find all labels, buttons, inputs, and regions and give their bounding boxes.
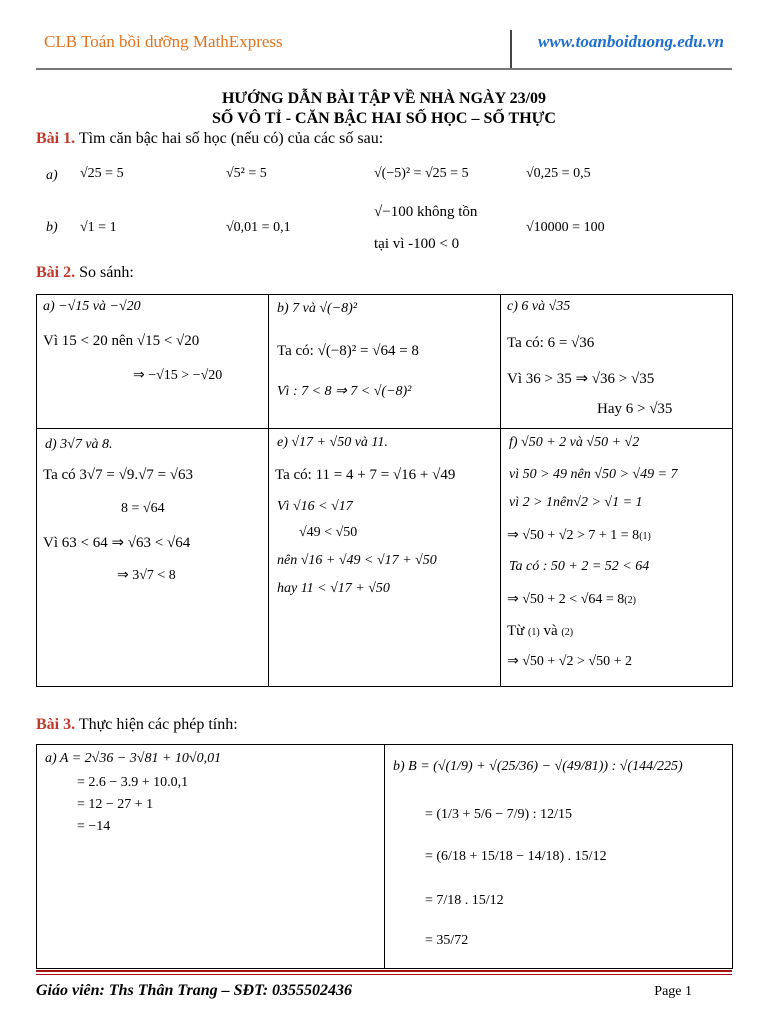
bai3-label: Bài 3. — [36, 716, 76, 733]
bai2-d-line1: d) 3√7 và 8. — [45, 437, 113, 452]
bai2-f-line7 — [507, 623, 573, 640]
page-footer — [36, 970, 732, 1010]
bai2-f-line7-ref1: (1) — [528, 627, 540, 638]
bai3-cell-b — [385, 745, 733, 969]
bai2-f-line6-note: (2) — [624, 595, 636, 606]
doc-title-line1: HƯỚNG DẪN BÀI TẬP VỀ NHÀ NGÀY 23/09 — [221, 90, 547, 107]
bai3-text: Thực hiện các phép tính: — [75, 716, 238, 733]
bai3-heading — [36, 716, 238, 734]
bai1-a-label: a) — [46, 168, 58, 183]
bai2-f-line2: vì 50 > 49 nên √50 > √49 = 7 — [509, 467, 678, 482]
footer-rule-thin — [36, 974, 732, 975]
bai1-b3-line1: √−100 không tồn — [374, 204, 478, 220]
bai2-d-line4: Vì 63 < 64 ⇒ √63 < √64 — [43, 535, 191, 551]
bai2-a-line3: ⇒ −√15 > −√20 — [133, 368, 223, 383]
bai2-cell-b — [269, 295, 501, 429]
bai2-a-line1: a) −√15 và −√20 — [43, 299, 141, 314]
bai1-heading — [36, 130, 383, 148]
bai2-e-line3: Vì √16 < √17 — [277, 499, 353, 514]
bai2-label: Bài 2. — [36, 264, 76, 281]
bai3-b-line5: = 35/72 — [425, 933, 469, 948]
bai1-b2: √0,01 = 0,1 — [226, 220, 291, 235]
bai2-cell-c — [501, 295, 733, 429]
bai2-e-line5: nên √16 + √49 < √17 + √50 — [277, 553, 437, 568]
bai1-b1: √1 = 1 — [80, 220, 117, 235]
bai3-b-line4: = 7/18 . 15/12 — [425, 893, 504, 908]
footer-rule-thick — [36, 970, 732, 972]
club-name: CLB Toán bồi dưỡng MathExpress — [44, 32, 283, 51]
bai1-a2: √5² = 5 — [226, 166, 267, 181]
bai2-d-line5: ⇒ 3√7 < 8 — [117, 568, 176, 583]
bai2-c-line3: Vì 36 > 35 ⇒ √36 > √35 — [507, 371, 655, 387]
bai2-b-line3: Vì : 7 < 8 ⇒ 7 < √(−8)² — [277, 384, 412, 399]
bai2-f-line8: ⇒ √50 + √2 > √50 + 2 — [507, 654, 632, 669]
bai2-f-line6-expr: ⇒ √50 + 2 < √64 = 8 — [507, 592, 625, 607]
bai2-e-line6: hay 11 < √17 + √50 — [277, 581, 390, 596]
bai3-b-line2: = (1/3 + 5/6 − 7/9) : 12/15 — [425, 807, 572, 822]
bai2-f-line5: Ta có : 50 + 2 = 52 < 64 — [509, 559, 650, 574]
bai2-b-line1: b) 7 và √(−8)² — [277, 301, 358, 316]
bai2-cell-d — [37, 429, 269, 687]
bai2-e-line4: √49 < √50 — [299, 525, 358, 540]
bai3-a-line1: a) A = 2√36 − 3√81 + 10√0,01 — [45, 751, 222, 766]
doc-title-line2: SỐ VÔ TỈ - CĂN BẬC HAI SỐ HỌC – SỐ THỰC — [212, 110, 556, 127]
bai2-table — [36, 294, 733, 687]
page-header — [36, 30, 732, 70]
bai2-f-line6 — [507, 591, 636, 608]
bai2-f-line7-va: và — [539, 623, 562, 639]
bai2-cell-a — [37, 295, 269, 429]
bai2-f-line4-expr: ⇒ √50 + √2 > 7 + 1 = 8 — [507, 528, 640, 543]
page-number: Page 1 — [654, 984, 692, 999]
bai2-f-line1: f) √50 + 2 và √50 + √2 — [509, 435, 640, 450]
bai2-d-line2: Ta có 3√7 = √9.√7 = √63 — [43, 467, 194, 483]
bai2-f-line7-tu: Từ — [507, 623, 525, 639]
bai1-b-label: b) — [46, 220, 58, 235]
bai2-f-line4-note: (1) — [639, 531, 651, 542]
header-rule — [36, 68, 732, 70]
bai2-f-line7-ref2: (2) — [561, 627, 574, 638]
bai2-f-line4 — [507, 527, 651, 544]
bai1-a4: √0,25 = 0,5 — [526, 166, 591, 181]
bai3-a-line4: = −14 — [77, 819, 111, 834]
bai3-table — [36, 744, 733, 969]
bai1-text: Tìm căn bậc hai số học (nếu có) của các số sau: — [75, 130, 384, 147]
header-separator — [510, 30, 512, 68]
bai2-heading — [36, 264, 134, 282]
bai2-cell-e — [269, 429, 501, 687]
bai1-a3: √(−5)² = √25 = 5 — [374, 166, 469, 181]
bai2-b-line2: Ta có: √(−8)² = √64 = 8 — [277, 343, 419, 359]
bai2-d-line3: 8 = √64 — [121, 501, 165, 516]
bai1-b4: √10000 = 100 — [526, 220, 605, 235]
website-link[interactable]: www.toanboiduong.edu.vn — [538, 32, 724, 51]
bai3-a-line3: = 12 − 27 + 1 — [77, 797, 154, 812]
bai1-a1: √25 = 5 — [80, 166, 124, 181]
bai2-c-line2: Ta có: 6 = √36 — [507, 335, 595, 351]
bai2-c-line1: c) 6 và √35 — [507, 299, 571, 314]
bai2-c-line4: Hay 6 > √35 — [597, 401, 673, 417]
bai3-b-line3: = (6/18 + 15/18 − 14/18) . 15/12 — [425, 849, 607, 864]
bai3-a-line2: = 2.6 − 3.9 + 10.0,1 — [77, 775, 189, 790]
bai1-label: Bài 1. — [36, 130, 76, 147]
bai2-cell-f — [501, 429, 733, 687]
bai1-b3-line2: tại vì -100 < 0 — [374, 236, 460, 252]
bai3-cell-a — [37, 745, 385, 969]
bai2-e-line1: e) √17 + √50 và 11. — [277, 435, 388, 450]
teacher-info: Giáo viên: Ths Thân Trang – SĐT: 0355502436 — [36, 982, 353, 999]
bai2-text: So sánh: — [75, 264, 134, 281]
bai2-f-line3: vì 2 > 1nên√2 > √1 = 1 — [509, 495, 643, 510]
bai2-a-line2: Vì 15 < 20 nên √15 < √20 — [43, 333, 200, 349]
bai2-e-line2: Ta có: 11 = 4 + 7 = √16 + √49 — [275, 467, 456, 483]
bai3-b-line1: b) B = (√(1/9) + √(25/36) − √(49/81)) : √(144/225) — [393, 759, 683, 774]
